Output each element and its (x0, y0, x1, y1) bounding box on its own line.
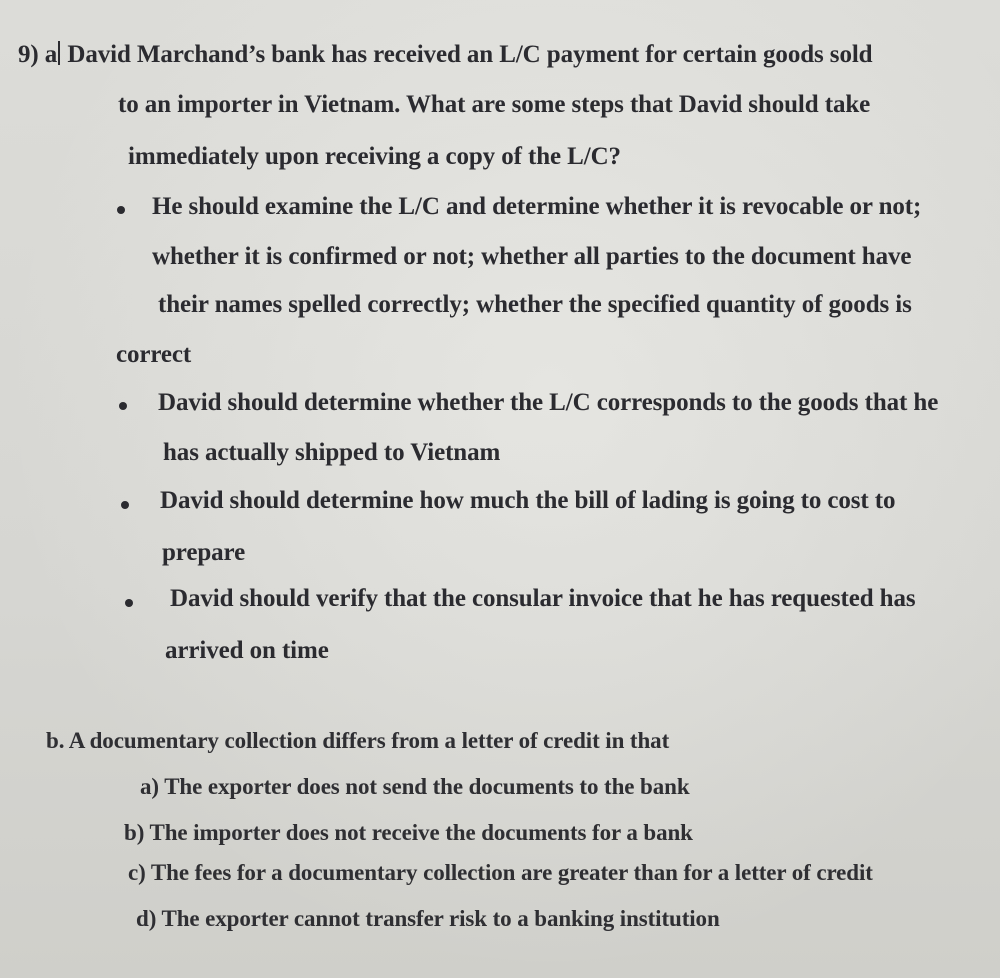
bullet-1-line-2: whether it is confirmed or not; whether all parties to the document have (152, 243, 912, 270)
bullet-1-line-1: He should examine the L/C and determine whether it is revocable or not; (152, 193, 922, 220)
bullet-1-line-4: correct (116, 341, 192, 368)
part-a-line-1: David Marchand’s bank has received an L/C payment for certain goods sold (67, 41, 873, 68)
bullet-3-dot (121, 501, 129, 509)
bullet-4-line-1: David should verify that the consular invoice that he has requested has (170, 585, 916, 612)
bullet-1-dot (117, 206, 125, 214)
bullet-3-line-1: David should determine how much the bill of lading is going to cost to (160, 487, 896, 514)
text-cursor (58, 41, 60, 65)
part-a-line-2: to an importer in Vietnam. What are some steps that David should take (118, 91, 871, 118)
bullet-4-dot (125, 599, 133, 607)
bullet-4-line-2: arrived on time (165, 637, 329, 664)
bullet-2-line-2: has actually shipped to Vietnam (163, 439, 501, 466)
bullet-1-line-3: their names spelled correctly; whether the specified quantity of goods is (158, 291, 912, 318)
question-number: 9) (18, 41, 39, 68)
part-a-label: a (44, 41, 58, 68)
question-heading (18, 40, 873, 70)
part-b-stem: b. A documentary collection differs from a letter of credit in that (46, 728, 670, 753)
part-b-option-d: d) The exporter cannot transfer risk to a banking institution (136, 906, 720, 931)
bullet-2-line-1: David should determine whether the L/C corresponds to the goods that he (158, 389, 939, 416)
part-b-option-b: b) The importer does not receive the documents for a bank (124, 820, 693, 845)
part-b-option-a: a) The exporter does not send the documents to the bank (140, 774, 690, 799)
part-a-line-3: immediately upon receiving a copy of the L/C? (128, 143, 621, 170)
bullet-2-dot (119, 402, 127, 410)
bullet-3-line-2: prepare (162, 539, 246, 566)
part-b-option-c: c) The fees for a documentary collection are greater than for a letter of credit (128, 860, 873, 885)
